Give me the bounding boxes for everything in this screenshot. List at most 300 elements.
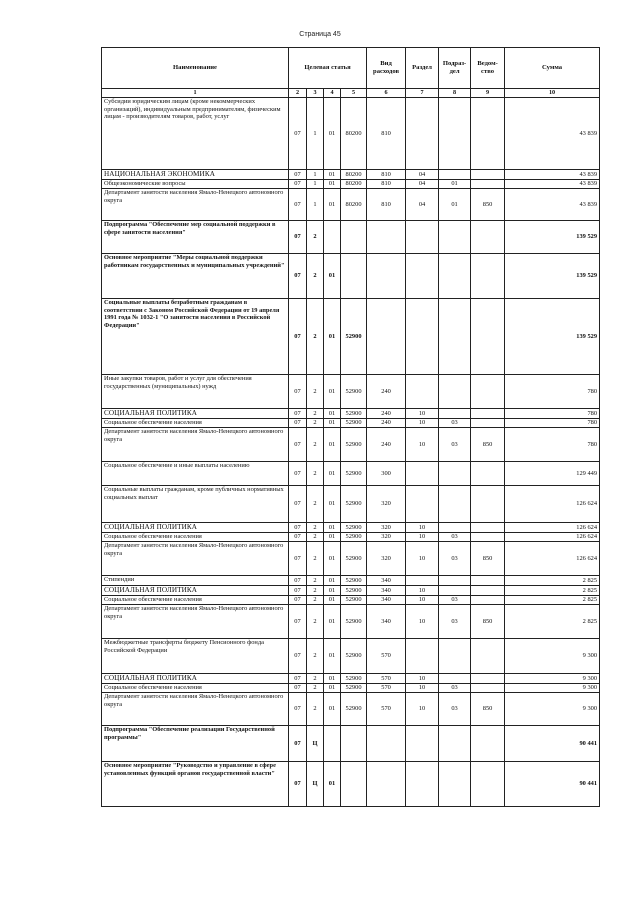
target-code-4: 52900 xyxy=(341,462,367,486)
row-sum: 126 624 xyxy=(505,533,600,542)
column-number: 4 xyxy=(324,89,341,98)
target-code-4: 52900 xyxy=(341,596,367,605)
target-code-3: 01 xyxy=(324,586,341,596)
page-label: Страница 45 xyxy=(299,31,341,38)
column-number: 6 xyxy=(367,89,406,98)
section-code: 10 xyxy=(406,542,439,576)
row-sum: 9 300 xyxy=(505,639,600,674)
target-code-1: 07 xyxy=(289,693,307,726)
expense-type: 810 xyxy=(367,189,406,221)
department-code: 850 xyxy=(471,542,505,576)
subsection-code xyxy=(439,523,471,533)
section-code: 10 xyxy=(406,674,439,684)
row-sum: 9 300 xyxy=(505,674,600,684)
subsection-code: 03 xyxy=(439,684,471,693)
target-code-2: 2 xyxy=(307,639,324,674)
target-code-4 xyxy=(341,221,367,254)
target-code-1: 07 xyxy=(289,674,307,684)
section-code xyxy=(406,462,439,486)
target-code-3: 01 xyxy=(324,693,341,726)
target-code-2: 2 xyxy=(307,542,324,576)
target-code-1: 07 xyxy=(289,409,307,419)
target-code-2: 2 xyxy=(307,674,324,684)
subsection-code xyxy=(439,762,471,807)
row-name: Социальное обеспечение населения xyxy=(102,596,289,605)
row-sum: 129 449 xyxy=(505,462,600,486)
table-row xyxy=(102,180,600,189)
row-sum: 9 300 xyxy=(505,693,600,726)
target-code-1: 07 xyxy=(289,299,307,375)
subsection-code xyxy=(439,409,471,419)
target-code-4: 52900 xyxy=(341,375,367,409)
row-sum: 9 300 xyxy=(505,684,600,693)
expense-type: 340 xyxy=(367,586,406,596)
expense-type: 810 xyxy=(367,98,406,170)
target-code-4: 80200 xyxy=(341,189,367,221)
table-row xyxy=(102,523,600,533)
row-name: СОЦИАЛЬНАЯ ПОЛИТИКА xyxy=(102,409,289,419)
column-number: 1 xyxy=(102,89,289,98)
row-name: Субсидии юридическим лицам (кроме некоммерческих организаций), индивидуальным предпринимателям, физическим лицам - производителям товаров, работ, услуг xyxy=(102,98,289,170)
target-code-4: 80200 xyxy=(341,98,367,170)
header-row xyxy=(102,48,600,89)
subsection-code xyxy=(439,170,471,180)
target-code-1: 07 xyxy=(289,605,307,639)
department-code xyxy=(471,375,505,409)
table-row xyxy=(102,409,600,419)
expense-type xyxy=(367,299,406,375)
header-department: Ведом-ство xyxy=(471,48,505,89)
department-code xyxy=(471,523,505,533)
table-row xyxy=(102,576,600,586)
target-code-4 xyxy=(341,762,367,807)
row-name: Социальные выплаты гражданам, кроме публичных нормативных социальных выплат xyxy=(102,486,289,523)
subsection-code: 01 xyxy=(439,180,471,189)
table-row xyxy=(102,170,600,180)
table-row xyxy=(102,542,600,576)
column-number: 10 xyxy=(505,89,600,98)
expense-type: 240 xyxy=(367,375,406,409)
target-code-2: 2 xyxy=(307,576,324,586)
row-name: Социальные выплаты безработным гражданам в соответствии с Законом Российской Федерации от 19 апреля 1991 года № 1032-1 "О занятости населения в Российской Федерации" xyxy=(102,299,289,375)
target-code-2: 2 xyxy=(307,486,324,523)
row-sum: 780 xyxy=(505,409,600,419)
target-code-3: 01 xyxy=(324,762,341,807)
column-number: 9 xyxy=(471,89,505,98)
expense-type: 810 xyxy=(367,170,406,180)
department-code xyxy=(471,674,505,684)
section-code: 10 xyxy=(406,605,439,639)
target-code-4: 52900 xyxy=(341,486,367,523)
department-code xyxy=(471,170,505,180)
target-code-4: 80200 xyxy=(341,170,367,180)
section-code xyxy=(406,726,439,762)
target-code-4: 52900 xyxy=(341,523,367,533)
target-code-4: 52900 xyxy=(341,428,367,462)
department-code xyxy=(471,586,505,596)
subsection-code xyxy=(439,375,471,409)
target-code-3: 01 xyxy=(324,684,341,693)
department-code xyxy=(471,726,505,762)
target-code-2: Ц xyxy=(307,762,324,807)
expense-type: 240 xyxy=(367,419,406,428)
table-row xyxy=(102,693,600,726)
column-number-row xyxy=(102,89,600,98)
table-row xyxy=(102,299,600,375)
target-code-4: 52900 xyxy=(341,586,367,596)
section-code: 10 xyxy=(406,693,439,726)
target-code-1: 07 xyxy=(289,542,307,576)
department-code xyxy=(471,486,505,523)
subsection-code xyxy=(439,254,471,299)
expense-type xyxy=(367,726,406,762)
section-code: 10 xyxy=(406,428,439,462)
target-code-2: 2 xyxy=(307,523,324,533)
target-code-3: 01 xyxy=(324,674,341,684)
target-code-1: 07 xyxy=(289,762,307,807)
subsection-code: 03 xyxy=(439,596,471,605)
row-name: Департамент занятости населения Ямало-Ненецкого автономного округа xyxy=(102,693,289,726)
target-code-3: 01 xyxy=(324,428,341,462)
target-code-2: 1 xyxy=(307,189,324,221)
target-code-3: 01 xyxy=(324,462,341,486)
row-name: Стипендии xyxy=(102,576,289,586)
target-code-3: 01 xyxy=(324,180,341,189)
target-code-2: 2 xyxy=(307,221,324,254)
target-code-4: 52900 xyxy=(341,533,367,542)
budget-table xyxy=(101,47,600,807)
subsection-code xyxy=(439,639,471,674)
target-code-1: 07 xyxy=(289,586,307,596)
column-number: 8 xyxy=(439,89,471,98)
target-code-3: 01 xyxy=(324,639,341,674)
department-code xyxy=(471,299,505,375)
row-sum: 43 839 xyxy=(505,170,600,180)
row-sum: 43 839 xyxy=(505,189,600,221)
subsection-code: 03 xyxy=(439,533,471,542)
target-code-1: 07 xyxy=(289,533,307,542)
row-sum: 139 529 xyxy=(505,254,600,299)
table-row xyxy=(102,605,600,639)
department-code xyxy=(471,409,505,419)
section-code: 04 xyxy=(406,170,439,180)
expense-type: 340 xyxy=(367,596,406,605)
target-code-3: 01 xyxy=(324,299,341,375)
row-sum: 139 529 xyxy=(505,299,600,375)
section-code: 10 xyxy=(406,523,439,533)
target-code-4: 52900 xyxy=(341,299,367,375)
target-code-1: 07 xyxy=(289,639,307,674)
department-code: 850 xyxy=(471,605,505,639)
row-name: Департамент занятости населения Ямало-Ненецкого автономного округа xyxy=(102,605,289,639)
target-code-2: 2 xyxy=(307,596,324,605)
target-code-1: 07 xyxy=(289,486,307,523)
expense-type: 340 xyxy=(367,605,406,639)
header-subsection: Подраз-дел xyxy=(439,48,471,89)
row-sum: 139 529 xyxy=(505,221,600,254)
target-code-1: 07 xyxy=(289,375,307,409)
row-name: Общеэкономические вопросы xyxy=(102,180,289,189)
department-code xyxy=(471,576,505,586)
header-sum: Сумма xyxy=(505,48,600,89)
target-code-1: 07 xyxy=(289,428,307,462)
table-row xyxy=(102,639,600,674)
target-code-4: 52900 xyxy=(341,576,367,586)
row-name: Иные закупки товаров, работ и услуг для обеспечения государственных (муниципальных) нужд xyxy=(102,375,289,409)
section-code: 04 xyxy=(406,180,439,189)
target-code-2: 2 xyxy=(307,428,324,462)
target-code-2: 2 xyxy=(307,375,324,409)
row-sum: 780 xyxy=(505,375,600,409)
target-code-2: 2 xyxy=(307,605,324,639)
target-code-3: 01 xyxy=(324,596,341,605)
expense-type xyxy=(367,221,406,254)
department-code xyxy=(471,762,505,807)
target-code-4: 52900 xyxy=(341,542,367,576)
department-code xyxy=(471,419,505,428)
target-code-3: 01 xyxy=(324,576,341,586)
department-code xyxy=(471,98,505,170)
expense-type: 320 xyxy=(367,533,406,542)
row-sum: 90 441 xyxy=(505,726,600,762)
target-code-3: 01 xyxy=(324,419,341,428)
target-code-1: 07 xyxy=(289,523,307,533)
row-name: Подпрограмма "Обеспечение реализации Государственной программы" xyxy=(102,726,289,762)
header-section: Раздел xyxy=(406,48,439,89)
table-row xyxy=(102,596,600,605)
table-row xyxy=(102,674,600,684)
column-number: 2 xyxy=(289,89,307,98)
expense-type: 570 xyxy=(367,693,406,726)
target-code-3 xyxy=(324,221,341,254)
target-code-4: 52900 xyxy=(341,684,367,693)
target-code-3: 01 xyxy=(324,486,341,523)
target-code-4: 52900 xyxy=(341,419,367,428)
section-code: 10 xyxy=(406,586,439,596)
target-code-4: 80200 xyxy=(341,180,367,189)
row-name: Департамент занятости населения Ямало-Ненецкого автономного округа xyxy=(102,189,289,221)
column-number: 5 xyxy=(341,89,367,98)
subsection-code: 03 xyxy=(439,419,471,428)
target-code-2: 2 xyxy=(307,419,324,428)
row-name: СОЦИАЛЬНАЯ ПОЛИТИКА xyxy=(102,674,289,684)
subsection-code xyxy=(439,586,471,596)
target-code-2: 2 xyxy=(307,409,324,419)
target-code-3: 01 xyxy=(324,375,341,409)
section-code xyxy=(406,375,439,409)
department-code: 850 xyxy=(471,693,505,726)
section-code: 10 xyxy=(406,409,439,419)
header-expense-type: Вид расходов xyxy=(367,48,406,89)
row-name: Социальное обеспечение населения xyxy=(102,684,289,693)
section-code xyxy=(406,486,439,523)
target-code-2: Ц xyxy=(307,726,324,762)
target-code-3: 01 xyxy=(324,254,341,299)
subsection-code: 01 xyxy=(439,189,471,221)
target-code-4: 52900 xyxy=(341,693,367,726)
column-number: 7 xyxy=(406,89,439,98)
subsection-code xyxy=(439,299,471,375)
target-code-2: 2 xyxy=(307,462,324,486)
row-name: Подпрограмма "Обеспечение мер социальной поддержки в сфере занятости населения" xyxy=(102,221,289,254)
target-code-2: 2 xyxy=(307,299,324,375)
subsection-code: 03 xyxy=(439,542,471,576)
section-code xyxy=(406,576,439,586)
row-sum: 780 xyxy=(505,428,600,462)
row-sum: 126 624 xyxy=(505,523,600,533)
expense-type: 320 xyxy=(367,486,406,523)
row-sum: 43 839 xyxy=(505,180,600,189)
subsection-code: 03 xyxy=(439,693,471,726)
table-row xyxy=(102,98,600,170)
table-row xyxy=(102,254,600,299)
table-row xyxy=(102,586,600,596)
target-code-3: 01 xyxy=(324,409,341,419)
section-code: 10 xyxy=(406,684,439,693)
target-code-3: 01 xyxy=(324,533,341,542)
row-name: Межбюджетные трансферты бюджету Пенсионного фонда Российской Федерации xyxy=(102,639,289,674)
target-code-4: 52900 xyxy=(341,409,367,419)
department-code xyxy=(471,596,505,605)
section-code xyxy=(406,221,439,254)
target-code-1: 07 xyxy=(289,170,307,180)
row-sum: 2 825 xyxy=(505,576,600,586)
row-sum: 2 825 xyxy=(505,586,600,596)
expense-type: 240 xyxy=(367,428,406,462)
target-code-2: 2 xyxy=(307,254,324,299)
target-code-1: 07 xyxy=(289,254,307,299)
header-target-article: Целевая статья xyxy=(289,48,367,89)
table-row xyxy=(102,375,600,409)
row-name: СОЦИАЛЬНАЯ ПОЛИТИКА xyxy=(102,523,289,533)
subsection-code: 03 xyxy=(439,428,471,462)
target-code-3: 01 xyxy=(324,98,341,170)
department-code xyxy=(471,221,505,254)
section-code: 04 xyxy=(406,189,439,221)
target-code-3: 01 xyxy=(324,170,341,180)
target-code-4: 52900 xyxy=(341,639,367,674)
target-code-3: 01 xyxy=(324,523,341,533)
target-code-4: 52900 xyxy=(341,674,367,684)
target-code-1: 07 xyxy=(289,576,307,586)
department-code xyxy=(471,533,505,542)
department-code xyxy=(471,254,505,299)
section-code xyxy=(406,299,439,375)
subsection-code xyxy=(439,221,471,254)
table-row xyxy=(102,684,600,693)
subsection-code xyxy=(439,462,471,486)
department-code xyxy=(471,462,505,486)
target-code-2: 2 xyxy=(307,533,324,542)
target-code-2: 2 xyxy=(307,693,324,726)
expense-type: 300 xyxy=(367,462,406,486)
row-name: Департамент занятости населения Ямало-Ненецкого автономного округа xyxy=(102,428,289,462)
target-code-3: 01 xyxy=(324,542,341,576)
expense-type: 320 xyxy=(367,523,406,533)
department-code xyxy=(471,180,505,189)
target-code-1: 07 xyxy=(289,221,307,254)
row-name: Основное мероприятие "Руководство и управление в сфере установленных функций органов государственной власти" xyxy=(102,762,289,807)
table-row xyxy=(102,221,600,254)
department-code xyxy=(471,684,505,693)
target-code-2: 1 xyxy=(307,170,324,180)
department-code xyxy=(471,639,505,674)
target-code-1: 07 xyxy=(289,726,307,762)
subsection-code xyxy=(439,98,471,170)
target-code-3: 01 xyxy=(324,189,341,221)
expense-type: 240 xyxy=(367,409,406,419)
table-row xyxy=(102,419,600,428)
target-code-1: 07 xyxy=(289,596,307,605)
row-sum: 90 441 xyxy=(505,762,600,807)
target-code-4 xyxy=(341,726,367,762)
row-name: Департамент занятости населения Ямало-Ненецкого автономного округа xyxy=(102,542,289,576)
row-name: НАЦИОНАЛЬНАЯ ЭКОНОМИКА xyxy=(102,170,289,180)
row-sum: 2 825 xyxy=(505,596,600,605)
target-code-3 xyxy=(324,726,341,762)
row-name: Основное мероприятие "Меры социальной поддержки работникам государственных и муниципальных учреждений" xyxy=(102,254,289,299)
subsection-code: 03 xyxy=(439,605,471,639)
target-code-2: 2 xyxy=(307,586,324,596)
row-name: Социальное обеспечение населения xyxy=(102,419,289,428)
subsection-code xyxy=(439,726,471,762)
section-code: 10 xyxy=(406,419,439,428)
target-code-1: 07 xyxy=(289,462,307,486)
section-code: 10 xyxy=(406,533,439,542)
column-number: 3 xyxy=(307,89,324,98)
target-code-2: 1 xyxy=(307,98,324,170)
expense-type: 570 xyxy=(367,684,406,693)
target-code-1: 07 xyxy=(289,684,307,693)
section-code: 10 xyxy=(406,596,439,605)
row-name: СОЦИАЛЬНАЯ ПОЛИТИКА xyxy=(102,586,289,596)
section-code xyxy=(406,254,439,299)
target-code-3: 01 xyxy=(324,605,341,639)
table-row xyxy=(102,762,600,807)
row-sum: 780 xyxy=(505,419,600,428)
subsection-code xyxy=(439,486,471,523)
table-row xyxy=(102,189,600,221)
subsection-code xyxy=(439,576,471,586)
row-sum: 126 624 xyxy=(505,486,600,523)
expense-type: 320 xyxy=(367,542,406,576)
table-row xyxy=(102,533,600,542)
row-sum: 43 839 xyxy=(505,98,600,170)
department-code: 850 xyxy=(471,428,505,462)
row-name: Социальное обеспечение населения xyxy=(102,533,289,542)
expense-type: 570 xyxy=(367,639,406,674)
target-code-1: 07 xyxy=(289,98,307,170)
target-code-1: 07 xyxy=(289,189,307,221)
expense-type xyxy=(367,254,406,299)
expense-type: 340 xyxy=(367,576,406,586)
row-sum: 2 825 xyxy=(505,605,600,639)
target-code-4 xyxy=(341,254,367,299)
expense-type: 570 xyxy=(367,674,406,684)
target-code-1: 07 xyxy=(289,180,307,189)
department-code: 850 xyxy=(471,189,505,221)
header-name: Наименование xyxy=(102,48,289,89)
section-code xyxy=(406,98,439,170)
table-row xyxy=(102,486,600,523)
subsection-code xyxy=(439,674,471,684)
table-row xyxy=(102,726,600,762)
target-code-2: 2 xyxy=(307,684,324,693)
expense-type xyxy=(367,762,406,807)
row-name: Социальное обеспечение и иные выплаты населению xyxy=(102,462,289,486)
expense-type: 810 xyxy=(367,180,406,189)
target-code-1: 07 xyxy=(289,419,307,428)
